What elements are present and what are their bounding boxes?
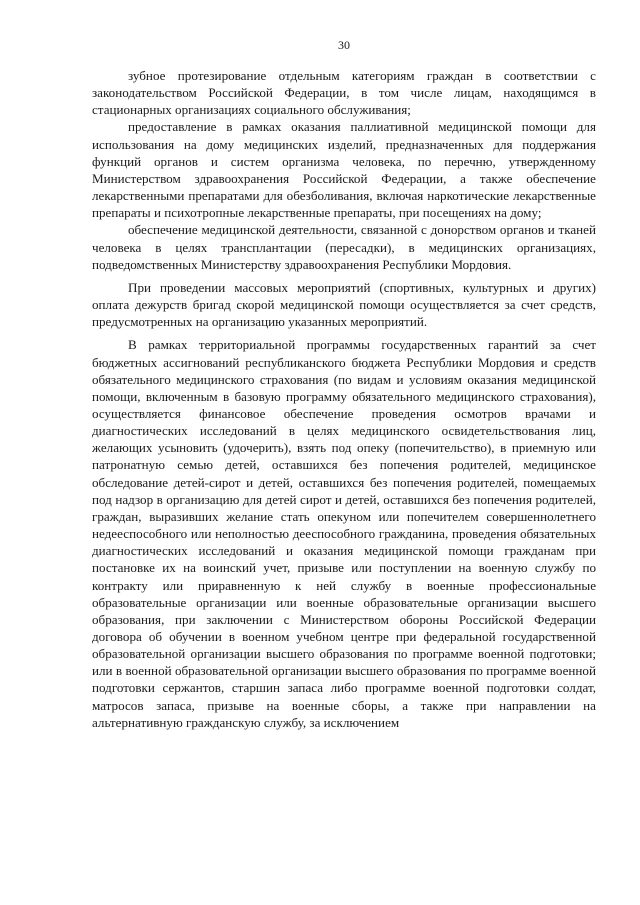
paragraph-palliative-care: предоставление в рамках оказания паллиативной медицинской помощи для использования на дому медицинских изделий, предназначенных для поддержания функций органов и систем организма человека, по перечню, утвержденному Министерством здравоохранения Российской Федерации, а также обеспечение лекарственными препаратами для обезболивания, включая наркотические лекарственные препараты и психотропные лекарственные препараты, при посещениях на дому; [92, 119, 596, 221]
page-number: 30 [338, 38, 350, 52]
paragraph-mass-events: При проведении массовых мероприятий (спортивных, культурных и других) оплата дежурств бригад скорой медицинской помощи осуществляется за счет средств, предусмотренных на организацию указанных мероприятий. [92, 279, 596, 330]
document-body [92, 67, 596, 731]
paragraph-territorial-program: В рамках территориальной программы государственных гарантий за счет бюджетных ассигнований республиканского бюджета Республики Мордовия и средств обязательного медицинского страхования (по видам и условиям оказания медицинской помощи, включенным в базовую программу обязательного медицинского страхования), осуществляется финансовое обеспечение проведения осмотров врачами и диагностических исследований в целях медицинского освидетельствования лиц, желающих усыновить (удочерить), взять под опеку (попечительство), в приемную или патронатную семью детей, оставшихся без попечения родителей, медицинское обследование детей-сирот и детей, оставшихся без попечения родителей, помещаемых под надзор в организацию для детей сирот и детей, оставшихся без попечения родителей, граждан, выразивших желание стать опекуном или попечителем совершеннолетнего недееспособного или неполностью дееспособного гражданина, проведения обязательных диагностических исследований и оказания медицинской помощи гражданам при постановке их на воинский учет, призыве или поступлении на военную службу по контракту или приравненную к ней службу в военные профессиональные образовательные организации или военные образовательные организации высшего образования, при заключении с Министерством обороны Российской Федерации договора об обучении в военном учебном центре при федеральной государственной образовательной организации высшего образования по программе военной подготовки; или в военной образовательной организации высшего образования по программе военной подготовки сержантов, старшин запаса либо программе военной подготовки солдат, матросов запаса, призыве на военные сборы, а также при направлении на альтернативную гражданскую службу, за исключением [92, 337, 596, 730]
paragraph-dental-prosthetics: зубное протезирование отдельным категориям граждан в соответствии с законодательством Российской Федерации, в том числе лицам, находящимся в стационарных организациях социального обслуживания; [92, 68, 596, 118]
paragraph-organ-donation: обеспечение медицинской деятельности, связанной с донорством органов и тканей человека в целях трансплантации (пересадки), в медицинских организациях, подведомственных Министерству здравоохранения Республики Мордовия. [92, 222, 596, 272]
